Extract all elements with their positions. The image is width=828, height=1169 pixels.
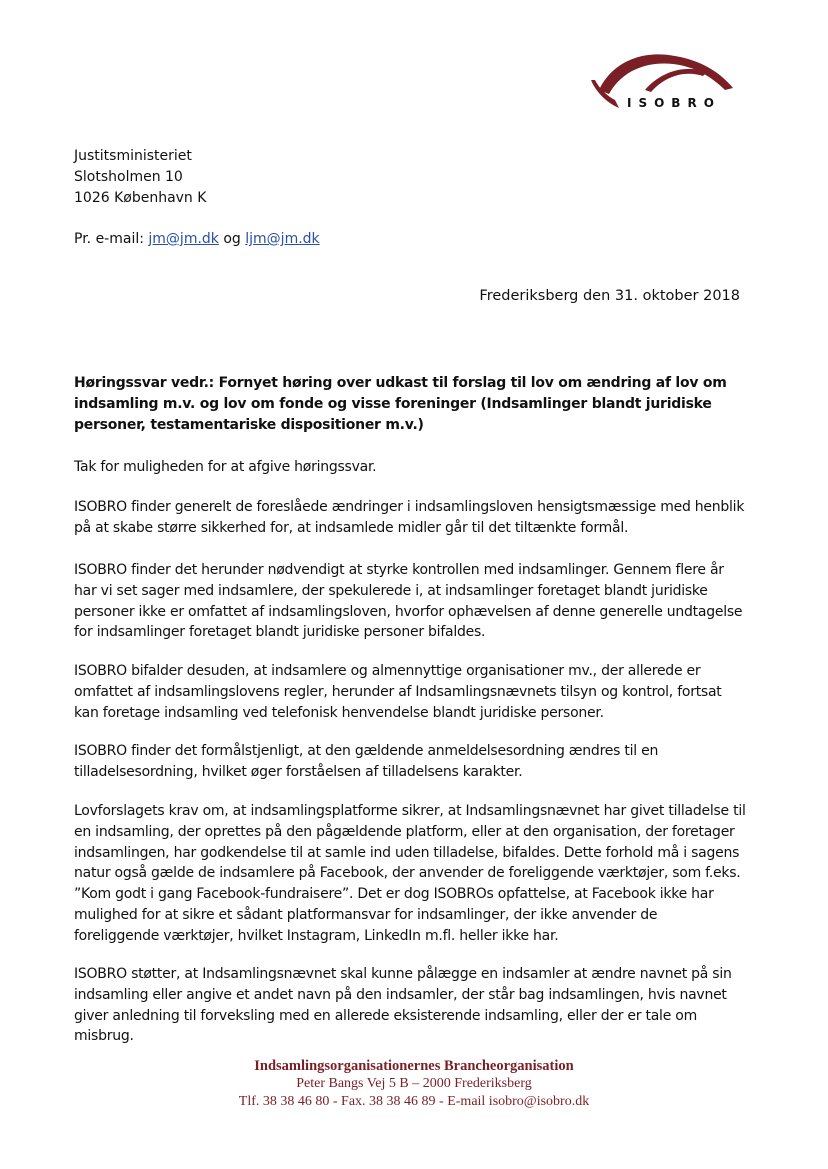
letter-subject: Høringssvar vedr.: Fornyet høring over udkast til forslag til lov om ændring af lov om indsamling m.v. og lov om fonde og visse foreninger (Indsamlinger blandt juridiske personer, testamentariske dispositioner m.v.) [74, 375, 727, 433]
logo-wordmark: ISOBRO [627, 96, 721, 110]
email-link-ljm[interactable]: ljm@jm.dk [245, 231, 320, 247]
footer-contact: Tlf. 38 38 46 80 - Fax. 38 38 46 89 - E-mail isobro@isobro.dk [238, 1094, 590, 1109]
paragraph: ISOBRO finder det formålstjenligt, at den gældende anmeldelsesordning ændres til en tilladelsesordning, hvilket øger forståelsen af tilladelsens karakter. [74, 743, 659, 780]
paragraph: ISOBRO finder det herunder nødvendigt at styrke kontrollen med indsamlinger. Gennem flere år har vi set sager med indsamlere, der spekulerede i, at indsamlinger foretaget blandt juridiske personer ikke er omfattet af indsamlingsloven, hvorfor ophævelsen af denne generelle undtagelse for indsamlinger foretaget blandt juridiske personer bifaldes. [74, 562, 743, 641]
letter-date: Frederiksberg den 31. oktober 2018 [479, 288, 740, 304]
recipient-street: Slotsholmen 10 [74, 169, 183, 185]
recipient-address [74, 146, 206, 209]
paragraph: ISOBRO støtter, at Indsamlingsnævnet skal kunne pålægge en indsamler at ændre navnet på sin indsamling eller angive et andet navn på den indsamler, der står bag indsamlingen, hvis navnet giver anledning til forveksling med en allerede eksisterende indsamling, eller der er tale om misbrug. [74, 966, 732, 1045]
email-link-jm[interactable]: jm@jm.dk [148, 231, 219, 247]
paragraph: ISOBRO bifalder desuden, at indsamlere og almennyttige organisationer mv., der allerede er omfattet af indsamlingslovens regler, herunder af Indsamlingsnævnets tilsyn og kontrol, fortsat kan foretage indsamling ved telefonisk henvendelse blandt juridiske personer. [74, 663, 722, 721]
email-joiner: og [223, 231, 241, 247]
email-line [74, 229, 320, 250]
recipient-name: Justitsministeriet [74, 148, 192, 164]
footer-organisation: Indsamlingsorganisationernes Brancheorganisation [254, 1058, 574, 1074]
email-prefix: Pr. e-mail: [74, 231, 144, 247]
paragraph: Tak for muligheden for at afgive høringssvar. [74, 459, 377, 475]
letter-footer [0, 1057, 828, 1111]
recipient-city: 1026 København K [74, 190, 207, 206]
paragraph: Lovforslagets krav om, at indsamlingsplatforme sikrer, at Indsamlingsnævnet har givet tilladelse til en indsamling, der oprettes på den pågældende platform, eller at den organisation, der foretager indsamlingen, har godkendelse til at samle ind uden tilladelse, bifaldes. Dette forhold må i sagens natur også gælde de indsamlere på Facebook, der anvender de foreliggende værktøjer, som f.eks. ”Kom godt i gang Facebook-fundraisere”. Det er dog ISOBROs opfattelse, at Facebook ikke har mulighed for at sikre et sådant platformansvar for indsamlinger, der ikke anvender de foreliggende værktøjer, hvilket Instagram, LinkedIn m.fl. heller ikke har. [74, 803, 746, 944]
paragraph: ISOBRO finder generelt de foreslåede ændringer i indsamlingsloven hensigtsmæssige med henblik på at skabe større sikkerhed for, at indsamlede midler går til det tiltænkte formål. [74, 499, 745, 536]
isobro-logo [585, 50, 745, 120]
footer-address: Peter Bangs Vej 5 B – 2000 Frederiksberg [296, 1076, 532, 1091]
